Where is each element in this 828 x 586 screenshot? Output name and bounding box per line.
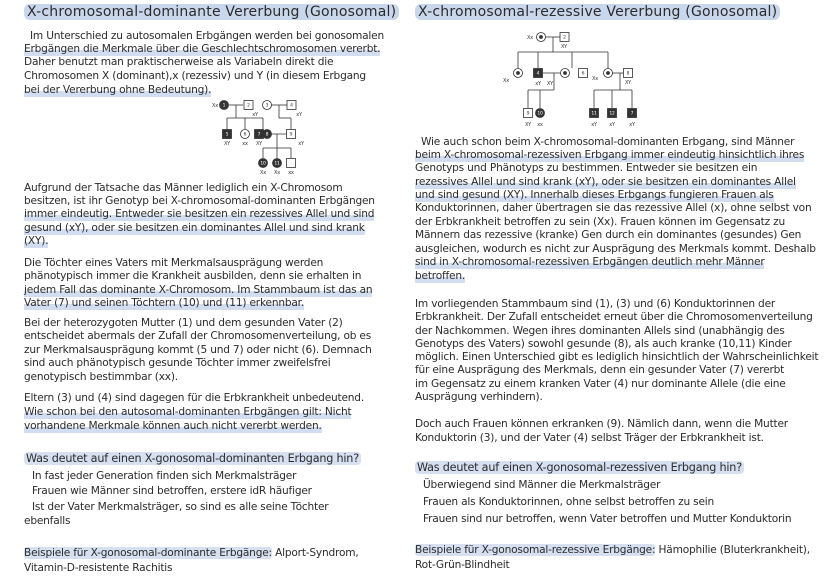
pedigree-node-label: 11	[591, 111, 597, 117]
text-line: beim X-chromosomal-rezessiven Erbgang immer eindeutig hinsichtlich ihres	[415, 149, 805, 161]
list-item: Ist der Vater Merkmalsträger, so sind es alle seine Töchter	[32, 501, 329, 513]
text-line: Vater (7) und seinen Töchtern (10) und (11) erkennbar.	[24, 297, 305, 309]
text-line: Genotyps und Phänotyps zu bestimmen. Entweder sie besitzen ein	[415, 162, 758, 174]
pedigree-node-label: 4	[536, 71, 540, 77]
genotype-label: xY	[591, 122, 597, 128]
list-item: In fast jeder Generation finden sich Merkmalsträger	[32, 470, 297, 482]
text-line: Konduktorinnen, daher übertragen sie das rezessive Allel (x), ohne selbst von	[415, 202, 812, 214]
text-line: besitzen, ist ihr Genotyp bei X-chromosomal-dominanten Erbgängen	[24, 195, 375, 207]
genotype-label: xx	[288, 170, 294, 176]
text-line: phänotypisch immer die Krankheit ausbilden, denn sie erhalten in	[24, 270, 362, 282]
genotype-label: Xx	[212, 103, 218, 109]
pedigree-node-label: 9	[526, 111, 530, 117]
pedigree-node-label: 2	[247, 103, 250, 109]
text-line: Wie auch schon beim X-chromosomal-dominanten Erbgang, sind Männer	[421, 136, 795, 148]
text-line: Im vorliegenden Stammbaum sind (1), (3) und (6) Konduktorinnen der	[415, 298, 776, 310]
list-item: Frauen als Konduktorinnen, ohne selbst betroffen zu sein	[423, 496, 715, 508]
text-line: Aufgrund der Tatsache das Männer lediglich ein X-Chromosom	[24, 182, 343, 194]
genotype-label: XY	[223, 141, 231, 147]
pedigree-node-label: 7	[630, 111, 634, 117]
text-line: gesund (xY), oder sie besitzen ein dominantes Allel und sind krank	[24, 222, 365, 234]
text-line: Im Unterschied zu autosomalen Erbgängen werden bei gonosomalen	[30, 30, 385, 42]
text-line: Bei der heterozygoten Mutter (1) und dem gesunden Vater (2)	[24, 317, 343, 329]
genotype-label: XY	[624, 80, 632, 86]
text-line: Genotyps des Vaters) sowohl gesunde (8), als auch kranke (10,11) Kinder	[415, 338, 792, 350]
genotype-label: XY	[546, 81, 554, 87]
text-line: Daher benutzt man praktischerweise als Variabeln direkt die	[24, 56, 334, 68]
left-title: X-chromosomal-dominante Vererbung (Gonosomal)	[24, 6, 399, 19]
genotype-label: xY	[298, 141, 304, 147]
text-line: Doch auch Frauen können erkranken (9). Nämlich dann, wenn die Mutter	[415, 418, 788, 430]
genotype-label: XY	[560, 44, 568, 50]
pedigree-node-label: 11	[274, 161, 280, 167]
pedigree-node-label: 6	[243, 132, 247, 138]
text-line: Erbkrankheit. Der Zufall entscheidet erneut über die Chromosomenverteilung	[415, 311, 813, 323]
pedigree-node-label: 9	[289, 132, 293, 138]
genotype-label: xY	[629, 122, 635, 128]
pedigree-node-label: 3	[265, 103, 269, 109]
pedigree-chart-left	[205, 96, 315, 182]
list-item: Überwiegend sind Männer die Merkmalsträger	[423, 479, 661, 491]
text-line: bei der Vererbung ohne Bedeutung).	[24, 84, 212, 96]
text-line: Wie schon bei den autosomal-dominanten Erbgängen gilt: Nicht	[24, 406, 352, 418]
genotype-label: xY	[296, 112, 302, 118]
text-line: rezessives Allel und sind krank (xY), oder sie besitzen ein dominantes Allel	[415, 176, 796, 188]
pedigree-node-label: 5	[225, 132, 229, 138]
pedigree-node-label: 1	[222, 103, 226, 109]
text-line: ausgleichen, wodurch es nicht zur Ausprägung des Merkmals kommt. Deshalb	[415, 243, 816, 255]
examples-text: Hämophilie (Bluterkrankheit),	[655, 544, 810, 556]
list-item: ebenfalls	[24, 515, 71, 527]
examples-text: Alport-Syndrom,	[271, 547, 359, 559]
genotype-label: XY	[524, 122, 532, 128]
genotype-label: xx	[537, 122, 543, 128]
genotype-label: Xx	[592, 76, 598, 82]
text-line: der Erbkrankheit betroffen zu sein (Xx). Frauen können im Gegensatz zu	[415, 216, 785, 228]
text-line: Die Töchter eines Vaters mit Merkmalsausprägung werden	[24, 257, 324, 269]
text-line: immer eindeutig. Entweder sie besitzen ein rezessives Allel und sind	[24, 208, 375, 220]
list-item: Frauen wie Männer sind betroffen, erstere idR häufiger	[32, 485, 312, 497]
pedigree-chart-right	[498, 28, 648, 134]
pedigree-node-label: 6	[581, 71, 585, 77]
pedigree-node-label: 2	[563, 35, 566, 41]
genotype-label: Xx	[260, 170, 266, 176]
text-line: Konduktorin (3), und der Vater (4) selbst Träger der Erbkrankheit ist.	[415, 432, 764, 444]
text-line: der Nachkommen. Wegen ihres dominanten Allels sind (unabhängig des	[415, 325, 785, 337]
genotype-label: xY	[535, 81, 541, 87]
genotype-label: xx	[242, 141, 248, 147]
examples-label: Beispiele für X-gonosomal-dominante Erbgänge:	[24, 547, 272, 559]
text-line: und sind gesund (XY). Innerhalb dieses Erbgangs fungieren Frauen als	[415, 189, 774, 201]
pedigree-node-label: 7	[257, 132, 261, 138]
text-line: Männern das rezessive (kranke) Gen durch ein dominantes (gesundes) Gen	[415, 229, 802, 241]
pedigree-node-label: 10	[537, 111, 543, 117]
text-line: möglich. Einen Unterschied gibt es lediglich hinsichtlich der Wahrscheinlichkeit	[415, 351, 819, 363]
text-line: vorhandene Merkmale können auch nicht vererbt werden.	[24, 420, 322, 432]
text-line: Chromosomen X (dominant),x (rezessiv) und Y (in diesem Erbgang	[24, 70, 366, 82]
pedigree-node-label: 4	[290, 103, 293, 109]
right-title: X-chromosomal-rezessive Vererbung (Gonosomal)	[415, 6, 780, 19]
examples-label: Beispiele für X-gonosomal-rezessive Erbgänge:	[415, 544, 656, 556]
text-line: Erbgängen die Merkmale über die Geschlechtschromosomen vererbt.	[24, 43, 381, 55]
text-line: entscheidet abermals der Zufall der Chromosomenverteilung, ob es	[24, 330, 372, 342]
list-item: Frauen sind nur betroffen, wenn Vater betroffen und Mutter Konduktorin	[423, 513, 792, 525]
text-line: sind auch phänotypisch gesunde Töchter immer zweifelsfrei	[24, 357, 331, 369]
text-line: jedem Fall das dominante X-Chromosom. Im Stammbaum ist das an	[24, 284, 373, 296]
genotype-label: Xx	[503, 78, 509, 84]
genotype-label: Xx	[274, 170, 280, 176]
text-line: (XY).	[24, 235, 49, 247]
text-line: sind in X-chromosomal-rezessiven Erbgängen deutlich mehr Männer	[415, 256, 765, 268]
genotype-label: Xx	[527, 35, 533, 41]
genotype-label: xY	[609, 122, 615, 128]
genotype-label: XY	[255, 141, 263, 147]
text-line: für eine Ausprägung des Merkmals, denn ein gesunder Vater (7) vererbt	[415, 364, 785, 376]
examples-text: Rot-Grün-Blindheit	[415, 559, 510, 571]
text-line: Ausprägung verhindern).	[415, 391, 543, 403]
text-line: im Gegensatz zu einem kranken Vater (4) nur dominante Allele (die eine	[415, 378, 786, 390]
examples-text: Vitamin-D-resistente Rachitis	[24, 562, 173, 574]
genotype-label: xY	[252, 112, 258, 118]
text-line: Eltern (3) und (4) sind dagegen für die Erbkrankheit unbedeutend.	[24, 392, 365, 404]
text-line: betroffen.	[415, 270, 466, 282]
pedigree-node-label: 12	[609, 111, 615, 117]
right-question: Was deutet auf einen X-gonosomal-rezessiven Erbgang hin?	[417, 461, 742, 474]
text-line: genotypisch bestimmbar (xx).	[24, 371, 178, 383]
pedigree-node-label: 8	[626, 71, 630, 77]
pedigree-node-label: 10	[260, 161, 266, 167]
pedigree-node-label: 8	[265, 132, 269, 138]
left-question: Was deutet auf einen X-gonosomal-dominanten Erbgang hin?	[26, 452, 359, 465]
text-line: zur Merkmalsausprägung kommt (5 und 7) oder nicht (6). Demnach	[24, 344, 372, 356]
